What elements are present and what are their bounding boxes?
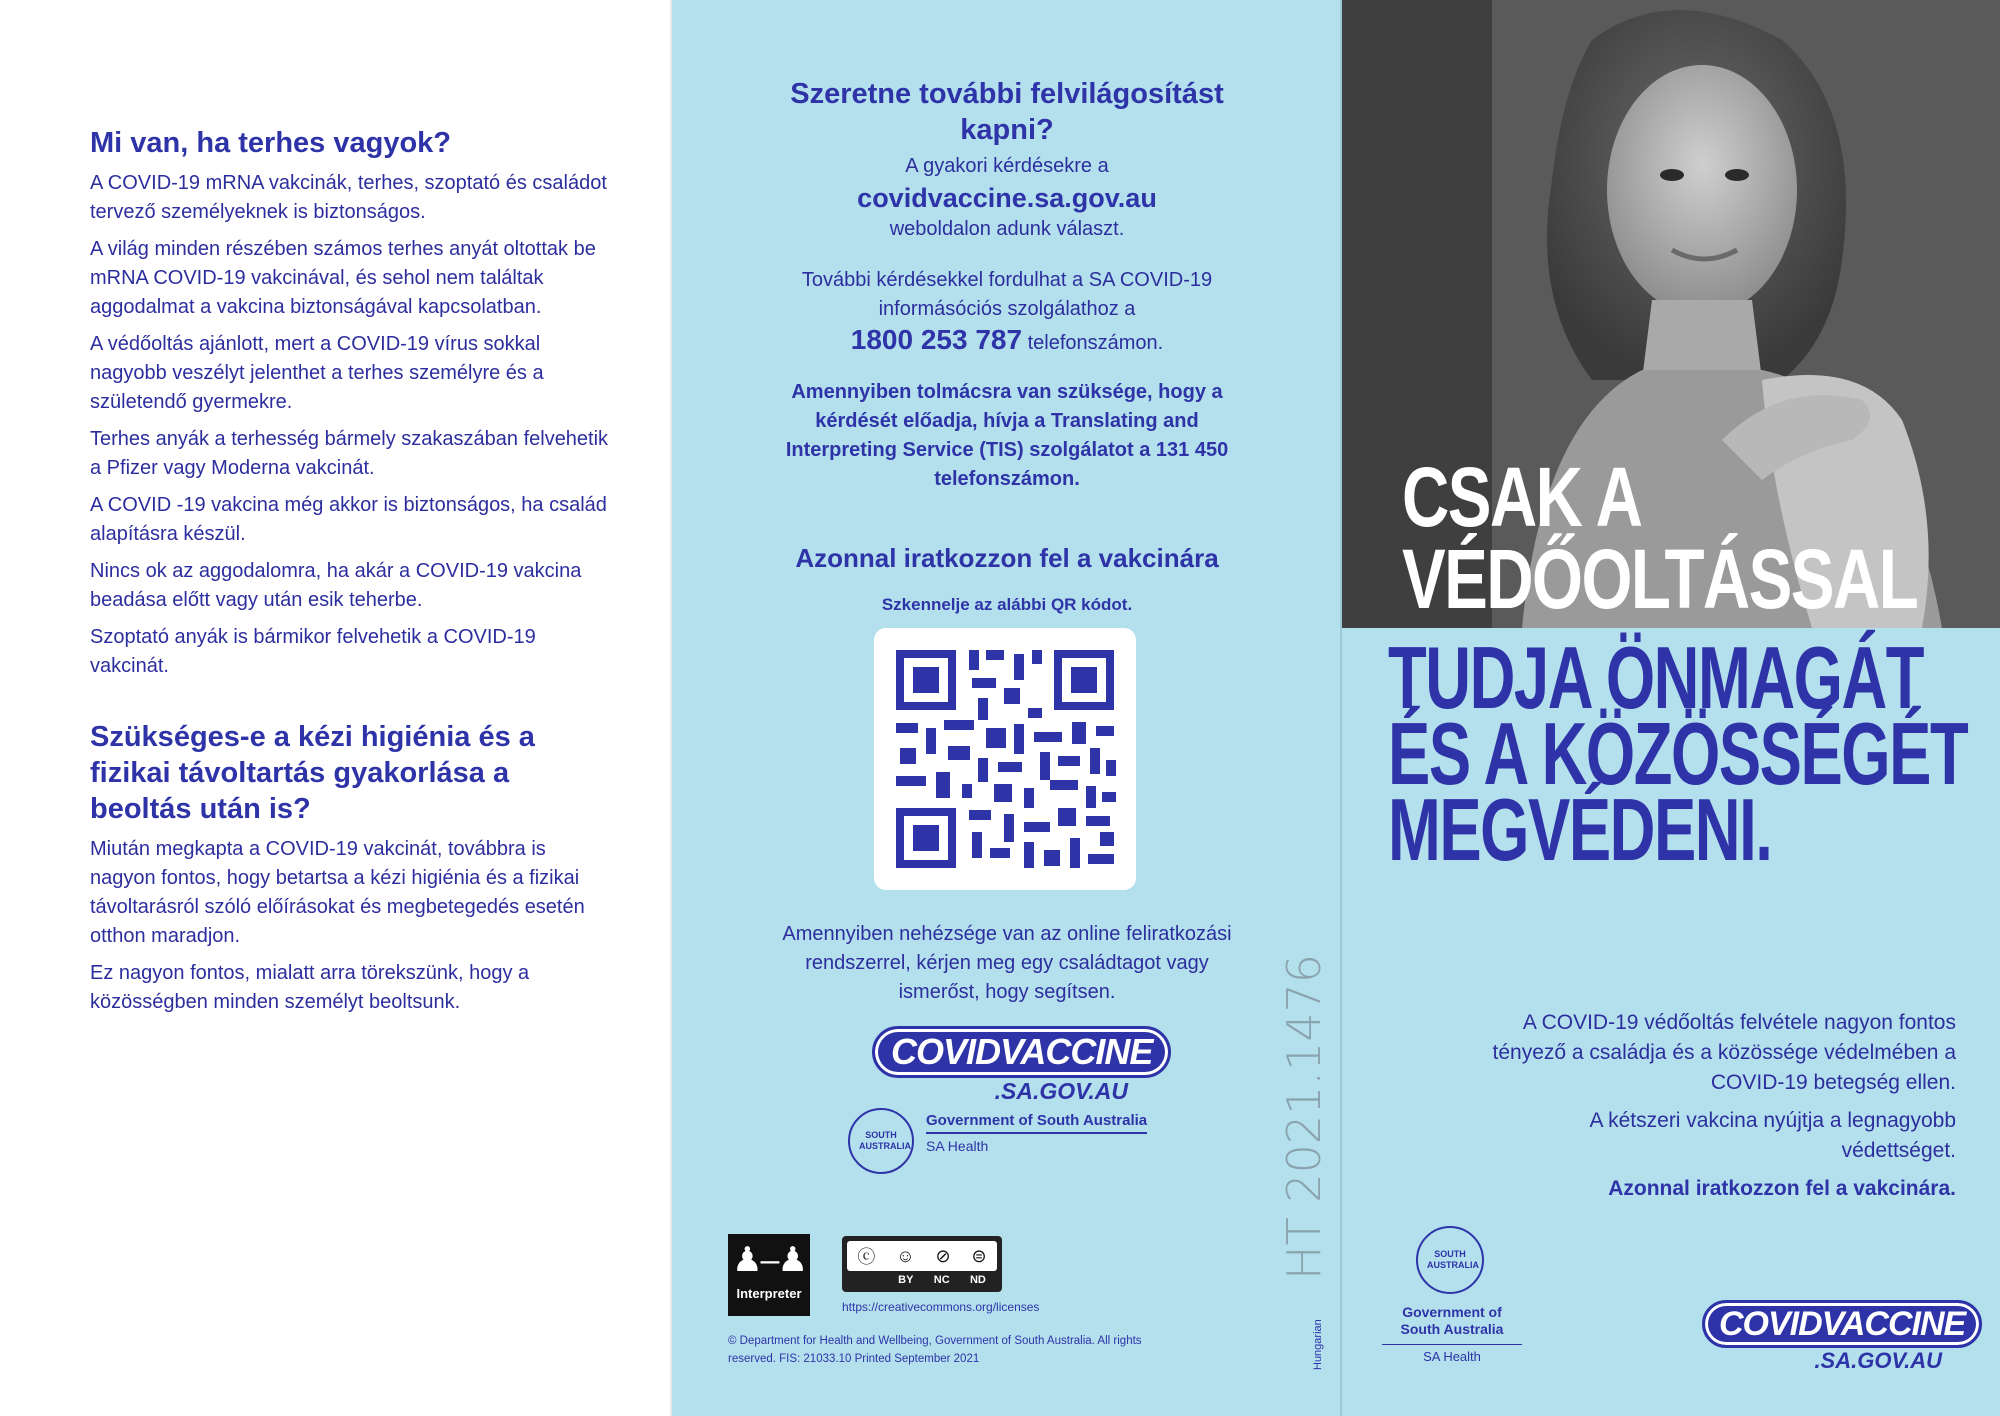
- hygiene-paragraph: Miután megkapta a COVID-19 vakcinát, továbbra is nagyon fontos, hogy betartsa a kézi higiénia és a fizikai távoltarásról szóló előírásokat és megbetegedés esetén otthon maradjon.: [90, 838, 585, 947]
- help-text: Amennyiben nehézsége van az online feliratkozási rendszerrel, kérjen meg egy családtagot vagy ismerőst, hogy segítsen.: [782, 923, 1232, 1003]
- qr-code[interactable]: [874, 628, 1136, 890]
- covid-vaccine-domain: .SA.GOV.AU: [994, 1078, 1128, 1104]
- cc-icon: ⓒ: [857, 1247, 876, 1267]
- cover-body-1: A COVID-19 védőoltás felvétele nagyon fontos tényező a családja és a közössége védelmében a COVID-19 betegség ellen.: [1492, 1011, 1956, 1094]
- phone-suffix: telefonszámon.: [1022, 332, 1164, 354]
- pregnancy-paragraphs: [90, 169, 610, 681]
- language-label: Hungarian: [1312, 1319, 1324, 1370]
- pregnancy-paragraph: A védőoltás ajánlott, mert a COVID-19 vírus sokkal nagyobb veszélyt jelenthet a terhes személyre és a születendő gyermekre.: [90, 333, 544, 413]
- faq-intro: A gyakori kérdésekre a: [905, 155, 1109, 177]
- interpreter-people-icon: ♟–♟: [732, 1241, 806, 1279]
- headline-line-4: ÉS A KÖZÖSSÉGÉT: [1388, 704, 1968, 803]
- cover-gov-name: Government of South Australia: [1400, 1304, 1504, 1337]
- cover-covid-vaccine-domain: .SA.GOV.AU: [1814, 1348, 1942, 1373]
- copyright-notice: © Department for Health and Wellbeing, Government of South Australia. All rights reserved. FIS: 21033.10 Printed September 2021: [728, 1335, 1142, 1365]
- interpreter-symbol: [728, 1234, 810, 1316]
- covid-vaccine-logo: [872, 1026, 1153, 1105]
- cc-url-link[interactable]: https://creativecommons.org/licenses: [842, 1300, 1040, 1314]
- cover-covid-vaccine-logo: [1702, 1300, 1972, 1374]
- headline-line-3: TUDJA ÖNMAGÁT: [1388, 628, 1924, 727]
- pregnancy-paragraph: A COVID -19 vakcina még akkor is biztonságos, ha család alapításra készül.: [90, 494, 607, 545]
- signup-heading: Azonnal iratkozzon fel a vakcinára: [795, 543, 1219, 573]
- pregnancy-paragraph: A világ minden részében számos terhes anyát oltottak be mRNA COVID-19 vakcinával, és sehol nem találtak aggodalmat a vakcina biztonságával kapcsolatban.: [90, 238, 596, 318]
- cover-body-3: Azonnal iratkozzon fel a vakcinára.: [1608, 1177, 1956, 1200]
- cc-icons: [847, 1241, 997, 1271]
- interpreter-label: Interpreter: [736, 1286, 802, 1301]
- cc-labels: [888, 1274, 996, 1286]
- cc-label: BY: [898, 1274, 914, 1286]
- panel-back: [670, 0, 1340, 1416]
- cover-body-2: A kétszeri vakcina nyújtja a legnagyobb védettséget.: [1589, 1109, 1956, 1162]
- cc-license-badge: [842, 1236, 1002, 1292]
- hygiene-heading: Szükséges-e a kézi higiénia és a fizikai távoltartás gyakorlása a beoltás után is?: [90, 721, 535, 825]
- pregnancy-paragraph: A COVID-19 mRNA vakcinák, terhes, szoptató és családot tervező személyeknek is biztonságos.: [90, 172, 607, 223]
- sa-gov-seal-icon: SOUTH AUSTRALIA: [848, 1108, 914, 1174]
- cc-label: ND: [969, 1274, 986, 1286]
- phone-line: [752, 322, 1262, 358]
- pregnancy-paragraph: Nincs ok az aggodalomra, ha akár a COVID-19 vakcina beadása előtt vagy után esik teherbe.: [90, 560, 582, 611]
- cover-gov-dept: SA Health: [1382, 1344, 1522, 1364]
- headline-line-5: MEGVÉDENI.: [1388, 780, 1772, 879]
- panel-inside-left: [0, 0, 670, 1416]
- gov-dept: SA Health: [926, 1138, 989, 1154]
- pregnancy-heading: Mi van, ha terhes vagyok?: [90, 127, 452, 159]
- nc-icon: ⊘: [935, 1245, 951, 1266]
- nd-icon: ⊜: [971, 1245, 987, 1266]
- handwritten-catalog-number: HT 2021.1476: [1277, 953, 1331, 1280]
- pregnancy-paragraph: Terhes anyák a terhesség bármely szakaszában felvehetik a Pfizer vagy Moderna vakcinát.: [90, 428, 609, 479]
- hygiene-paragraphs: [90, 835, 610, 1017]
- hygiene-paragraph: Ez nagyon fontos, mialatt arra törekszünk, hogy a közösségben minden személyt beoltsunk.: [90, 962, 530, 1013]
- panel-front-cover: [1340, 0, 2000, 1416]
- sa-gov-seal-icon: SOUTH AUSTRALIA: [1416, 1226, 1484, 1294]
- scan-instruction: Szkennelje az alábbi QR kódot.: [881, 595, 1133, 614]
- faq-url-link[interactable]: covidvaccine.sa.gov.au: [857, 183, 1157, 213]
- covid-vaccine-wordmark: COVIDVACCINE: [872, 1026, 1171, 1078]
- cc-label: NC: [933, 1274, 950, 1286]
- faq-outro: weboldalon adunk választ.: [889, 218, 1125, 240]
- gov-name: Government of South Australia: [926, 1112, 1147, 1134]
- headline-line-1: CSAK A: [1402, 450, 1642, 544]
- info-heading: Szeretne további felvilágosítást kapni?: [790, 78, 1224, 146]
- qr-code-graphic: [874, 628, 1136, 890]
- pregnancy-paragraph: Szoptató anyák is bármikor felvehetik a COVID-19 vakcinát.: [90, 626, 536, 677]
- by-icon: ☺: [896, 1245, 915, 1266]
- more-questions-text: További kérdésekkel fordulhat a SA COVID-19 informásóciós szolgálathoz a: [801, 269, 1213, 320]
- interpreter-text: Amennyiben tolmácsra van szüksége, hogy a kérdését előadja, hívja a Translating and Interpreting Service (TIS) szolgálatot a 131 450 telefonszámon.: [785, 381, 1229, 490]
- phone-number[interactable]: 1800 253 787: [850, 324, 1023, 355]
- cover-covid-vaccine-wordmark: COVIDVACCINE: [1702, 1300, 1982, 1348]
- panel1-content: [90, 125, 610, 1025]
- headline-line-2: VÉDŐOLTÁSSAL: [1402, 532, 1918, 626]
